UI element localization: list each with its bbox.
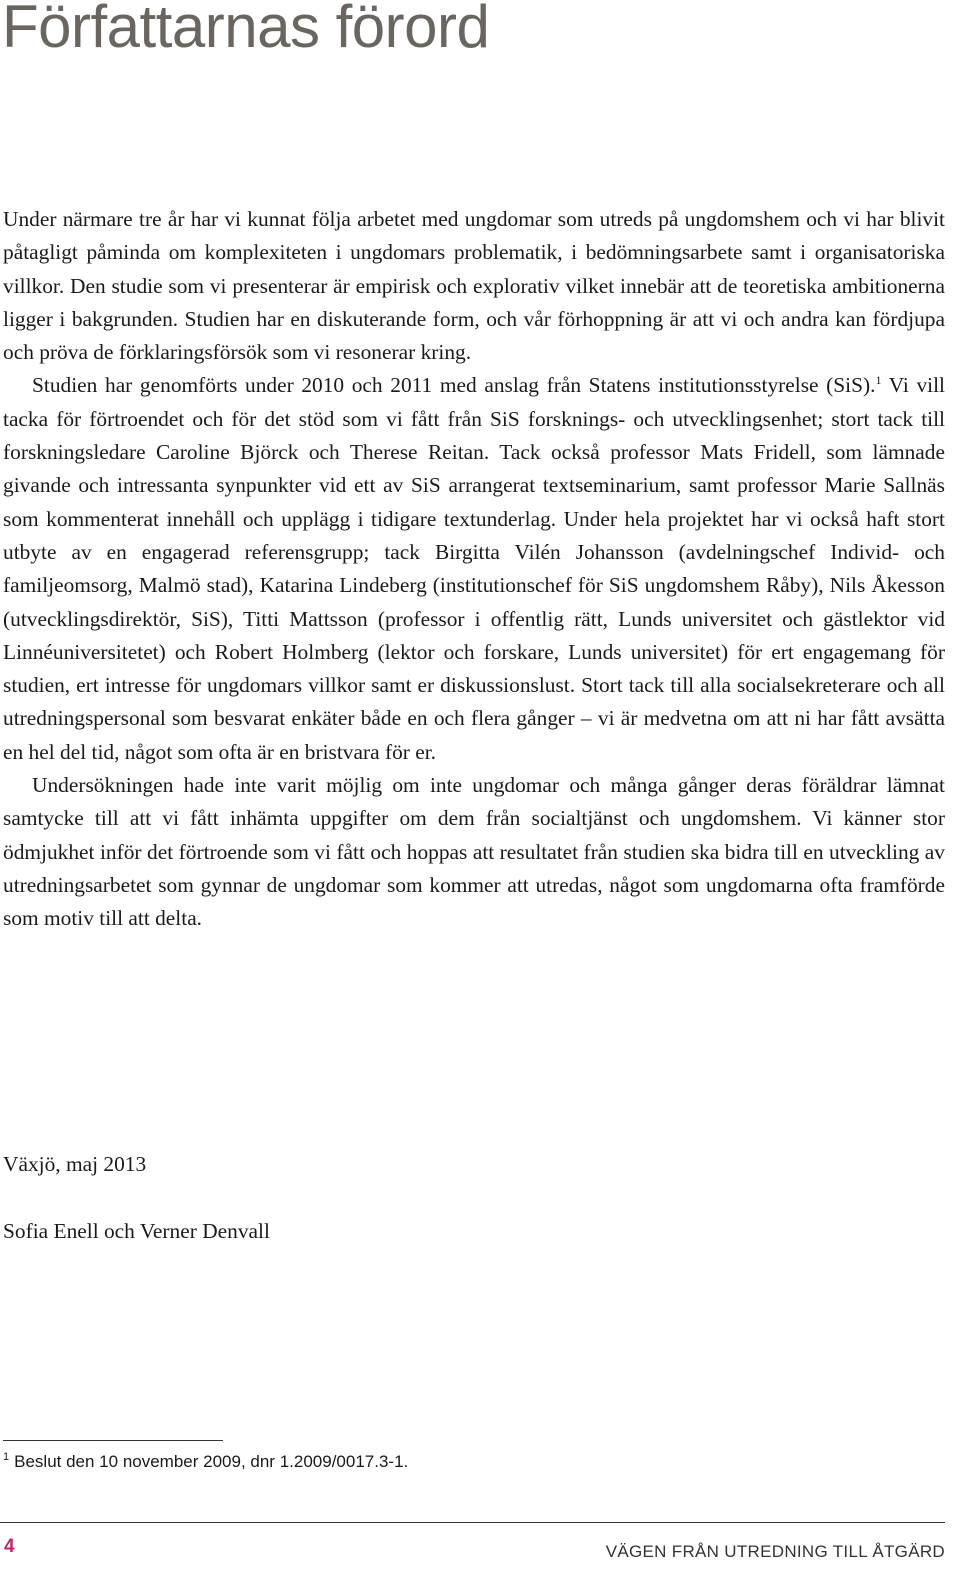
preface-body (3, 203, 945, 936)
authors-signature: Sofia Enell och Verner Denvall (3, 1219, 270, 1243)
footnote (3, 1450, 408, 1474)
paragraph-2-rest: Vi vill tacka för förtroendet och för det stöd som vi fått från SiS forsknings- och utvecklingsenhet; stort tack till forskningsledare Caroline Björck och Therese Reitan. Tack också professor Mats Fridell, som lämnade givande och intressanta synpunkter vid ett av SiS arrangerat textseminarium, samt professor Marie Sallnäs som kommenterat innehåll och upplägg i tidigare textunderlag. Under hela projektet har vi också haft stort utbyte av en engagerad referensgrupp; tack Birgitta Vilén Johansson (avdelningschef Individ- och familjeomsorg, Malmö stad), Katarina Lindeberg (institutionschef för SiS ungdomshem Råby), Nils Åkesson (utvecklingsdirektör, SiS), Titti Mattsson (professor i offentlig rätt, Lunds universitet och gästlektor vid Linnéuniversitetet) och Robert Holmberg (lektor och forskare, Lunds universitet) för ert engagemang för studien, ert intresse för ungdomars villkor samt er diskussionslust. Stort tack till alla socialsekreterare och all utredningspersonal som besvarat enkäter både en och flera gånger – vi är medvetna om att ni har fått avsätta en hel del tid, något som ofta är en bristvara för er. (3, 373, 945, 764)
place-and-date: Växjö, maj 2013 (3, 1152, 147, 1176)
paragraph-2 (3, 369, 945, 769)
running-title: VÄGEN FRÅN UTREDNING TILL ÅTGÄRD (605, 1542, 945, 1561)
page-title: Författarnas förord (2, 0, 490, 60)
footnote-text: Beslut den 10 november 2009, dnr 1.2009/0017.3-1. (14, 1452, 409, 1471)
footnote-marker: 1 (3, 1451, 10, 1464)
paragraph-3: Undersökningen hade inte varit möjlig om inte ungdomar och många gånger deras föräldrar lämnat samtycke till att vi fått inhämta uppgifter om dem från socialtjänst och ungdomshem. Vi känner stor ödmjukhet inför det förtroende som vi fått och hoppas att resultatet från studien ska bidra till en utveckling av utredningsarbetet som gynnar de ungdomar som kommer att utredas, något som ungdomarna ofta framförde som motiv till att delta. (3, 773, 945, 931)
footnote-divider (3, 1440, 223, 1441)
page-number: 4 (4, 1536, 15, 1557)
footer-divider (0, 1522, 945, 1523)
paragraph-2-start: Studien har genomförts under 2010 och 2011 med anslag från Statens institutionsstyrelse (SiS). (32, 373, 876, 398)
footnote-reference: 1 (875, 373, 882, 388)
paragraph-1: Under närmare tre år har vi kunnat följa arbetet med ungdomar som utreds på ungdomshem och vi har blivit påtagligt påminda om komplexiteten i ungdomars problematik, i bedömningsarbete samt i organisatoriska villkor. Den studie som vi presenterar är empirisk och explorativ vilket innebär att de teoretiska ambitionerna ligger i bakgrunden. Studien har en diskuterande form, och vår förhoppning är att vi och andra kan fördjupa och pröva de förklaringsförsök som vi resonerar kring. (3, 207, 945, 365)
